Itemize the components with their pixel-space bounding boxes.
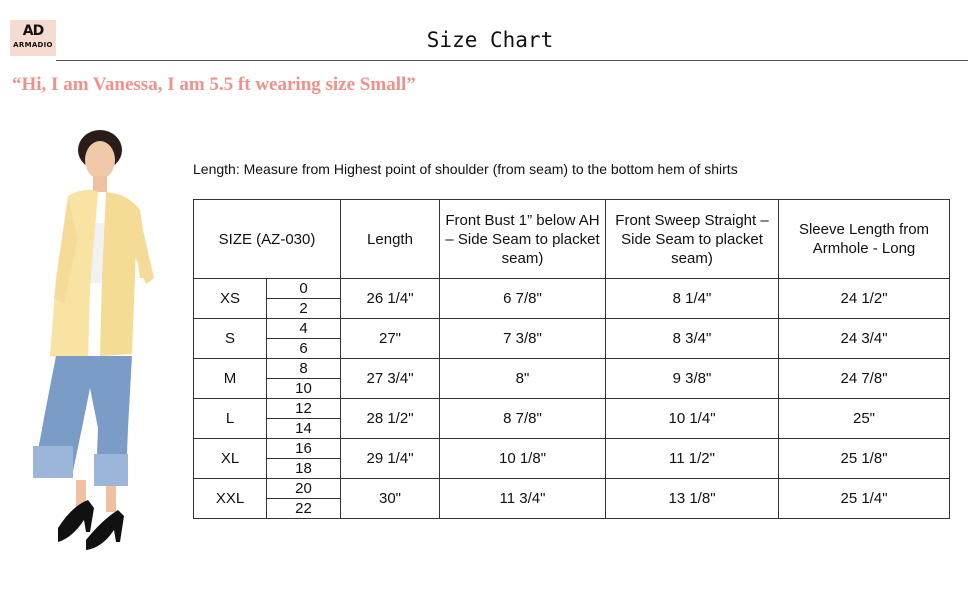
size-number: 4 <box>267 319 341 339</box>
size-number: 0 <box>267 279 341 299</box>
page-title: Size Chart <box>426 28 554 52</box>
model-quote: “Hi, I am Vanessa, I am 5.5 ft wearing size Small” <box>12 74 416 95</box>
size-number: 16 <box>267 439 341 459</box>
model-photo <box>28 128 163 556</box>
sleeve-length-value: 24 3/4" <box>779 319 950 359</box>
table-row <box>194 359 950 379</box>
front-bust-value: 8 7/8" <box>440 399 606 439</box>
front-bust-value: 7 3/8" <box>440 319 606 359</box>
model-right-cuff <box>94 454 128 486</box>
front-bust-value: 10 1/8" <box>440 439 606 479</box>
size-number: 18 <box>267 459 341 479</box>
sleeve-length-value: 24 1/2" <box>779 279 950 319</box>
header-front-sweep: Front Sweep Straight – Side Seam to placket seam) <box>606 200 779 279</box>
table-header-row <box>194 200 950 279</box>
size-label: M <box>194 359 267 399</box>
length-value: 27" <box>341 319 440 359</box>
model-cardigan <box>50 190 98 360</box>
size-number: 8 <box>267 359 341 379</box>
size-number: 6 <box>267 339 341 359</box>
model-right-ankle <box>106 486 116 512</box>
table-row <box>194 319 950 339</box>
table-row <box>194 399 950 419</box>
model-left-cuff <box>33 446 73 478</box>
length-value: 28 1/2" <box>341 399 440 439</box>
front-sweep-value: 8 1/4" <box>606 279 779 319</box>
size-label: XS <box>194 279 267 319</box>
length-value: 29 1/4" <box>341 439 440 479</box>
length-measure-note: Length: Measure from Highest point of shoulder (from seam) to the bottom hem of shirts <box>193 161 738 177</box>
model-face <box>85 141 115 179</box>
length-value: 27 3/4" <box>341 359 440 399</box>
front-sweep-value: 9 3/8" <box>606 359 779 399</box>
size-number: 12 <box>267 399 341 419</box>
size-number: 20 <box>267 479 341 499</box>
size-number: 10 <box>267 379 341 399</box>
front-bust-value: 11 3/4" <box>440 479 606 519</box>
table-row <box>194 279 950 299</box>
table-row <box>194 439 950 459</box>
size-number: 14 <box>267 419 341 439</box>
brand-logo-mark: AD <box>22 23 44 39</box>
header-size: SIZE (AZ-030) <box>194 200 341 279</box>
sleeve-length-value: 25" <box>779 399 950 439</box>
size-label: L <box>194 399 267 439</box>
sleeve-length-value: 24 7/8" <box>779 359 950 399</box>
brand-logo-name: ARMADIO <box>13 41 53 49</box>
header-length: Length <box>341 200 440 279</box>
length-value: 30" <box>341 479 440 519</box>
front-sweep-value: 11 1/2" <box>606 439 779 479</box>
front-sweep-value: 10 1/4" <box>606 399 779 439</box>
title-divider <box>56 60 968 61</box>
front-bust-value: 8" <box>440 359 606 399</box>
header-front-bust: Front Bust 1” below AH – Side Seam to placket seam) <box>440 200 606 279</box>
size-chart-table <box>193 199 950 519</box>
front-sweep-value: 13 1/8" <box>606 479 779 519</box>
table-row <box>194 479 950 499</box>
front-bust-value: 6 7/8" <box>440 279 606 319</box>
size-label: XL <box>194 439 267 479</box>
header-sleeve-length: Sleeve Length from Armhole - Long <box>779 200 950 279</box>
size-label: S <box>194 319 267 359</box>
size-label: XXL <box>194 479 267 519</box>
front-sweep-value: 8 3/4" <box>606 319 779 359</box>
model-neck <box>93 176 107 192</box>
size-number: 22 <box>267 499 341 519</box>
length-value: 26 1/4" <box>341 279 440 319</box>
sleeve-length-value: 25 1/8" <box>779 439 950 479</box>
sleeve-length-value: 25 1/4" <box>779 479 950 519</box>
size-number: 2 <box>267 299 341 319</box>
